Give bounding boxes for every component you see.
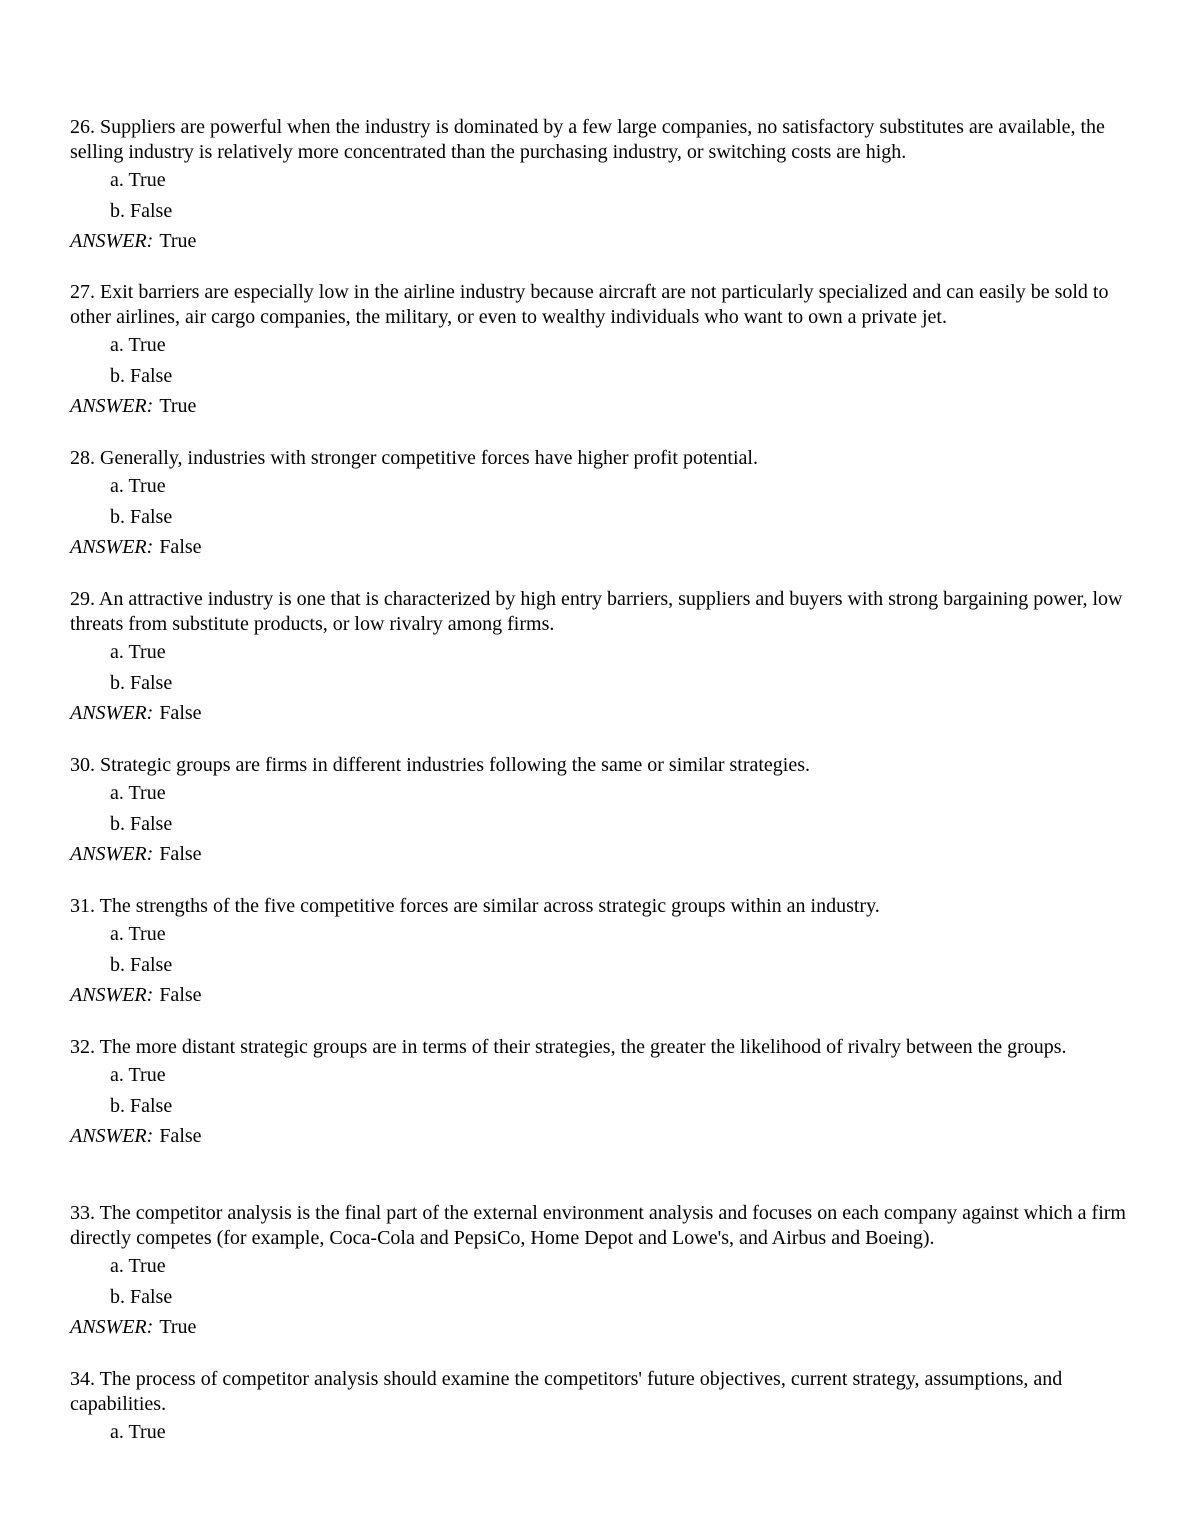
question-33: [70, 1201, 1130, 1342]
option-a: a. True: [110, 923, 166, 945]
answer-label: ANSWER:: [70, 395, 154, 417]
option-a: a. True: [110, 169, 166, 191]
option-b: b. False: [110, 364, 173, 387]
question-29: [70, 587, 1130, 728]
question-stem: 28. Generally, industries with stronger competitive forces have higher profit potential.: [70, 447, 758, 469]
question-26: [70, 115, 1130, 256]
option-a: a. True: [110, 475, 166, 497]
question-stem: 32. The more distant strategic groups are in terms of their strategies, the greater the likelihood of rivalry between the groups.: [70, 1036, 1067, 1058]
answer-label: ANSWER:: [70, 1316, 154, 1338]
question-28: [70, 446, 1130, 562]
option-b: b. False: [110, 199, 173, 222]
answer-line: [70, 1312, 1130, 1342]
option-a: a. True: [110, 1064, 166, 1086]
answer-value: False: [159, 1125, 202, 1147]
answer-line: [70, 839, 1130, 869]
question-27: [70, 280, 1130, 421]
answer-label: ANSWER:: [70, 984, 154, 1006]
answer-label: ANSWER:: [70, 843, 154, 865]
option-a: a. True: [110, 782, 166, 804]
question-stem: 30. Strategic groups are firms in different industries following the same or similar strategies.: [70, 754, 811, 776]
option-b: b. False: [110, 505, 173, 528]
answer-line: [70, 391, 1130, 421]
answer-label: ANSWER:: [70, 536, 154, 558]
question-stem: 33. The competitor analysis is the final part of the external environment analysis and focuses on each company against which a firm directly competes (for example, Coca-Cola and PepsiCo, Home Depot and Lowe's, and Airbus and Boeing).: [70, 1202, 1126, 1249]
question-31: [70, 894, 1130, 1010]
answer-line: [70, 532, 1130, 562]
answer-label: ANSWER:: [70, 230, 154, 252]
option-a: a. True: [110, 1255, 166, 1277]
option-a: a. True: [110, 334, 166, 356]
answer-line: [70, 698, 1130, 728]
question-32: [70, 1035, 1130, 1151]
answer-label: ANSWER:: [70, 702, 154, 724]
question-stem: 34. The process of competitor analysis should examine the competitors' future objectives, current strategy, assumptions, and capabilities.: [70, 1368, 1063, 1415]
answer-value: False: [159, 702, 202, 724]
option-b: b. False: [110, 1094, 173, 1117]
answer-value: True: [159, 1316, 197, 1338]
option-b: b. False: [110, 671, 173, 694]
option-b: b. False: [110, 812, 173, 835]
question-stem: 27. Exit barriers are especially low in the airline industry because aircraft are not particularly specialized and can easily be sold to other airlines, air cargo companies, the military, or even to wealthy individuals who want to own a private jet.: [70, 281, 1109, 328]
answer-label: ANSWER:: [70, 1125, 154, 1147]
answer-line: [70, 1121, 1130, 1151]
answer-line: [70, 980, 1130, 1010]
answer-value: False: [159, 536, 202, 558]
option-a: a. True: [110, 1421, 166, 1443]
answer-value: True: [159, 230, 197, 252]
question-stem: 31. The strengths of the five competitive forces are similar across strategic groups within an industry.: [70, 895, 880, 917]
option-a: a. True: [110, 641, 166, 663]
question-stem: 26. Suppliers are powerful when the industry is dominated by a few large companies, no satisfactory substitutes are available, the selling industry is relatively more concentrated than the purchasing industry, or switching costs are high.: [70, 116, 1105, 163]
answer-value: True: [159, 395, 197, 417]
question-stem: 29. An attractive industry is one that is characterized by high entry barriers, suppliers and buyers with strong bargaining power, low threats from substitute products, or low rivalry among firms.: [70, 588, 1123, 635]
option-b: b. False: [110, 953, 173, 976]
question-30: [70, 753, 1130, 869]
answer-line: [70, 226, 1130, 256]
answer-value: False: [159, 984, 202, 1006]
option-b: b. False: [110, 1285, 173, 1308]
answer-value: False: [159, 843, 202, 865]
question-34: [70, 1367, 1130, 1448]
